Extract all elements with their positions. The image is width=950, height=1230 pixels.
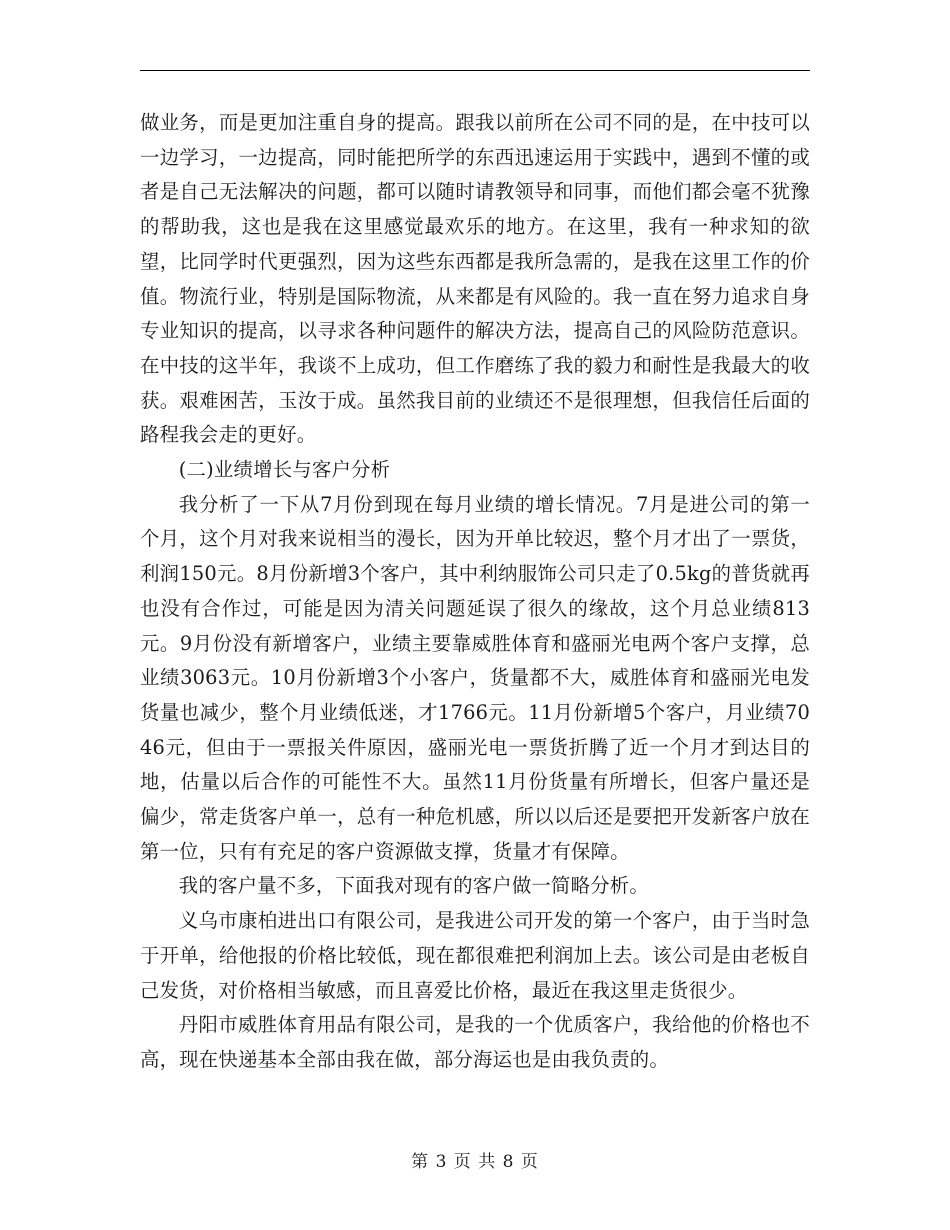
page-footer [0, 1147, 950, 1172]
header-rule [140, 70, 810, 71]
paragraph-performance-analysis: 我分析了一下从7月份到现在每月业绩的增长情况。7月是进公司的第一个月，这个月对我来说相当的漫长，因为开单比较迟，整个月才出了一票货，利润150元。8月份新增3个客户，其中利纳服饰公司只走了0.5kg的普货就再也没有合作过，可能是因为清关问题延误了很久的缘故，这个月总业绩813元。9月份没有新增客户，业绩主要靠威胜体育和盛丽光电两个客户支撑，总业绩3063元。10月份新增3个小客户，货量都不大，威胜体育和盛丽光电发货量也减少，整个月业绩低迷，才1766元。11月份新增5个客户，月业绩7046元，但由于一票报关件原因，盛丽光电一票货折腾了近一个月才到达目的地，估量以后合作的可能性不大。虽然11月份货量有所增长，但客户量还是偏少，常走货客户单一，总有一种危机感，所以以后还是要把开发新客户放在第一位，只有有充足的客户资源做支撑，货量才有保障。 [140, 492, 810, 863]
paragraph-continuation: 做业务，而是更加注重自身的提高。跟我以前所在公司不同的是，在中技可以一边学习，一边提高，同时能把所学的东西迅速运用于实践中，遇到不懂的或者是自己无法解决的问题，都可以随时请教领导和同事，而他们都会毫不犹豫的帮助我，这也是我在这里感觉最欢乐的地方。在这里，我有一种求知的欲望，比同学时代更强烈，因为这些东西都是我所急需的，是我在这里工作的价值。物流行业，特别是国际物流，从来都是有风险的。我一直在努力追求自身专业知识的提高，以寻求各种问题件的解决方法，提高自己的风险防范意识。在中技的这半年，我谈不上成功，但工作磨练了我的毅力和耐性是我最大的收获。艰难困苦，玉汝于成。虽然我目前的业绩还不是很理想，但我信任后面的路程我会走的更好。 [140, 111, 810, 447]
paragraph-client-kangbai: 义乌市康柏进出口有限公司，是我进公司开发的第一个客户，由于当时急于开单，给他报的价格比较低，现在都很难把利润加上去。该公司是由老板自己发货，对价格相当敏感，而且喜爱比价格，最近在我这里走货很少。 [140, 909, 810, 1002]
section-heading: (二)业绩增长与客户分析 [178, 458, 391, 482]
document-body [140, 106, 810, 1078]
paragraph-client-weisheng: 丹阳市威胜体育用品有限公司，是我的一个优质客户，我给他的价格也不高，现在快递基本全部由我在做，部分海运也是由我负责的。 [140, 1013, 810, 1071]
page-number: 第 3 页 共 8 页 [411, 1152, 539, 1172]
paragraph-client-intro: 我的客户量不多，下面我对现有的客户做一简略分析。 [178, 874, 649, 898]
